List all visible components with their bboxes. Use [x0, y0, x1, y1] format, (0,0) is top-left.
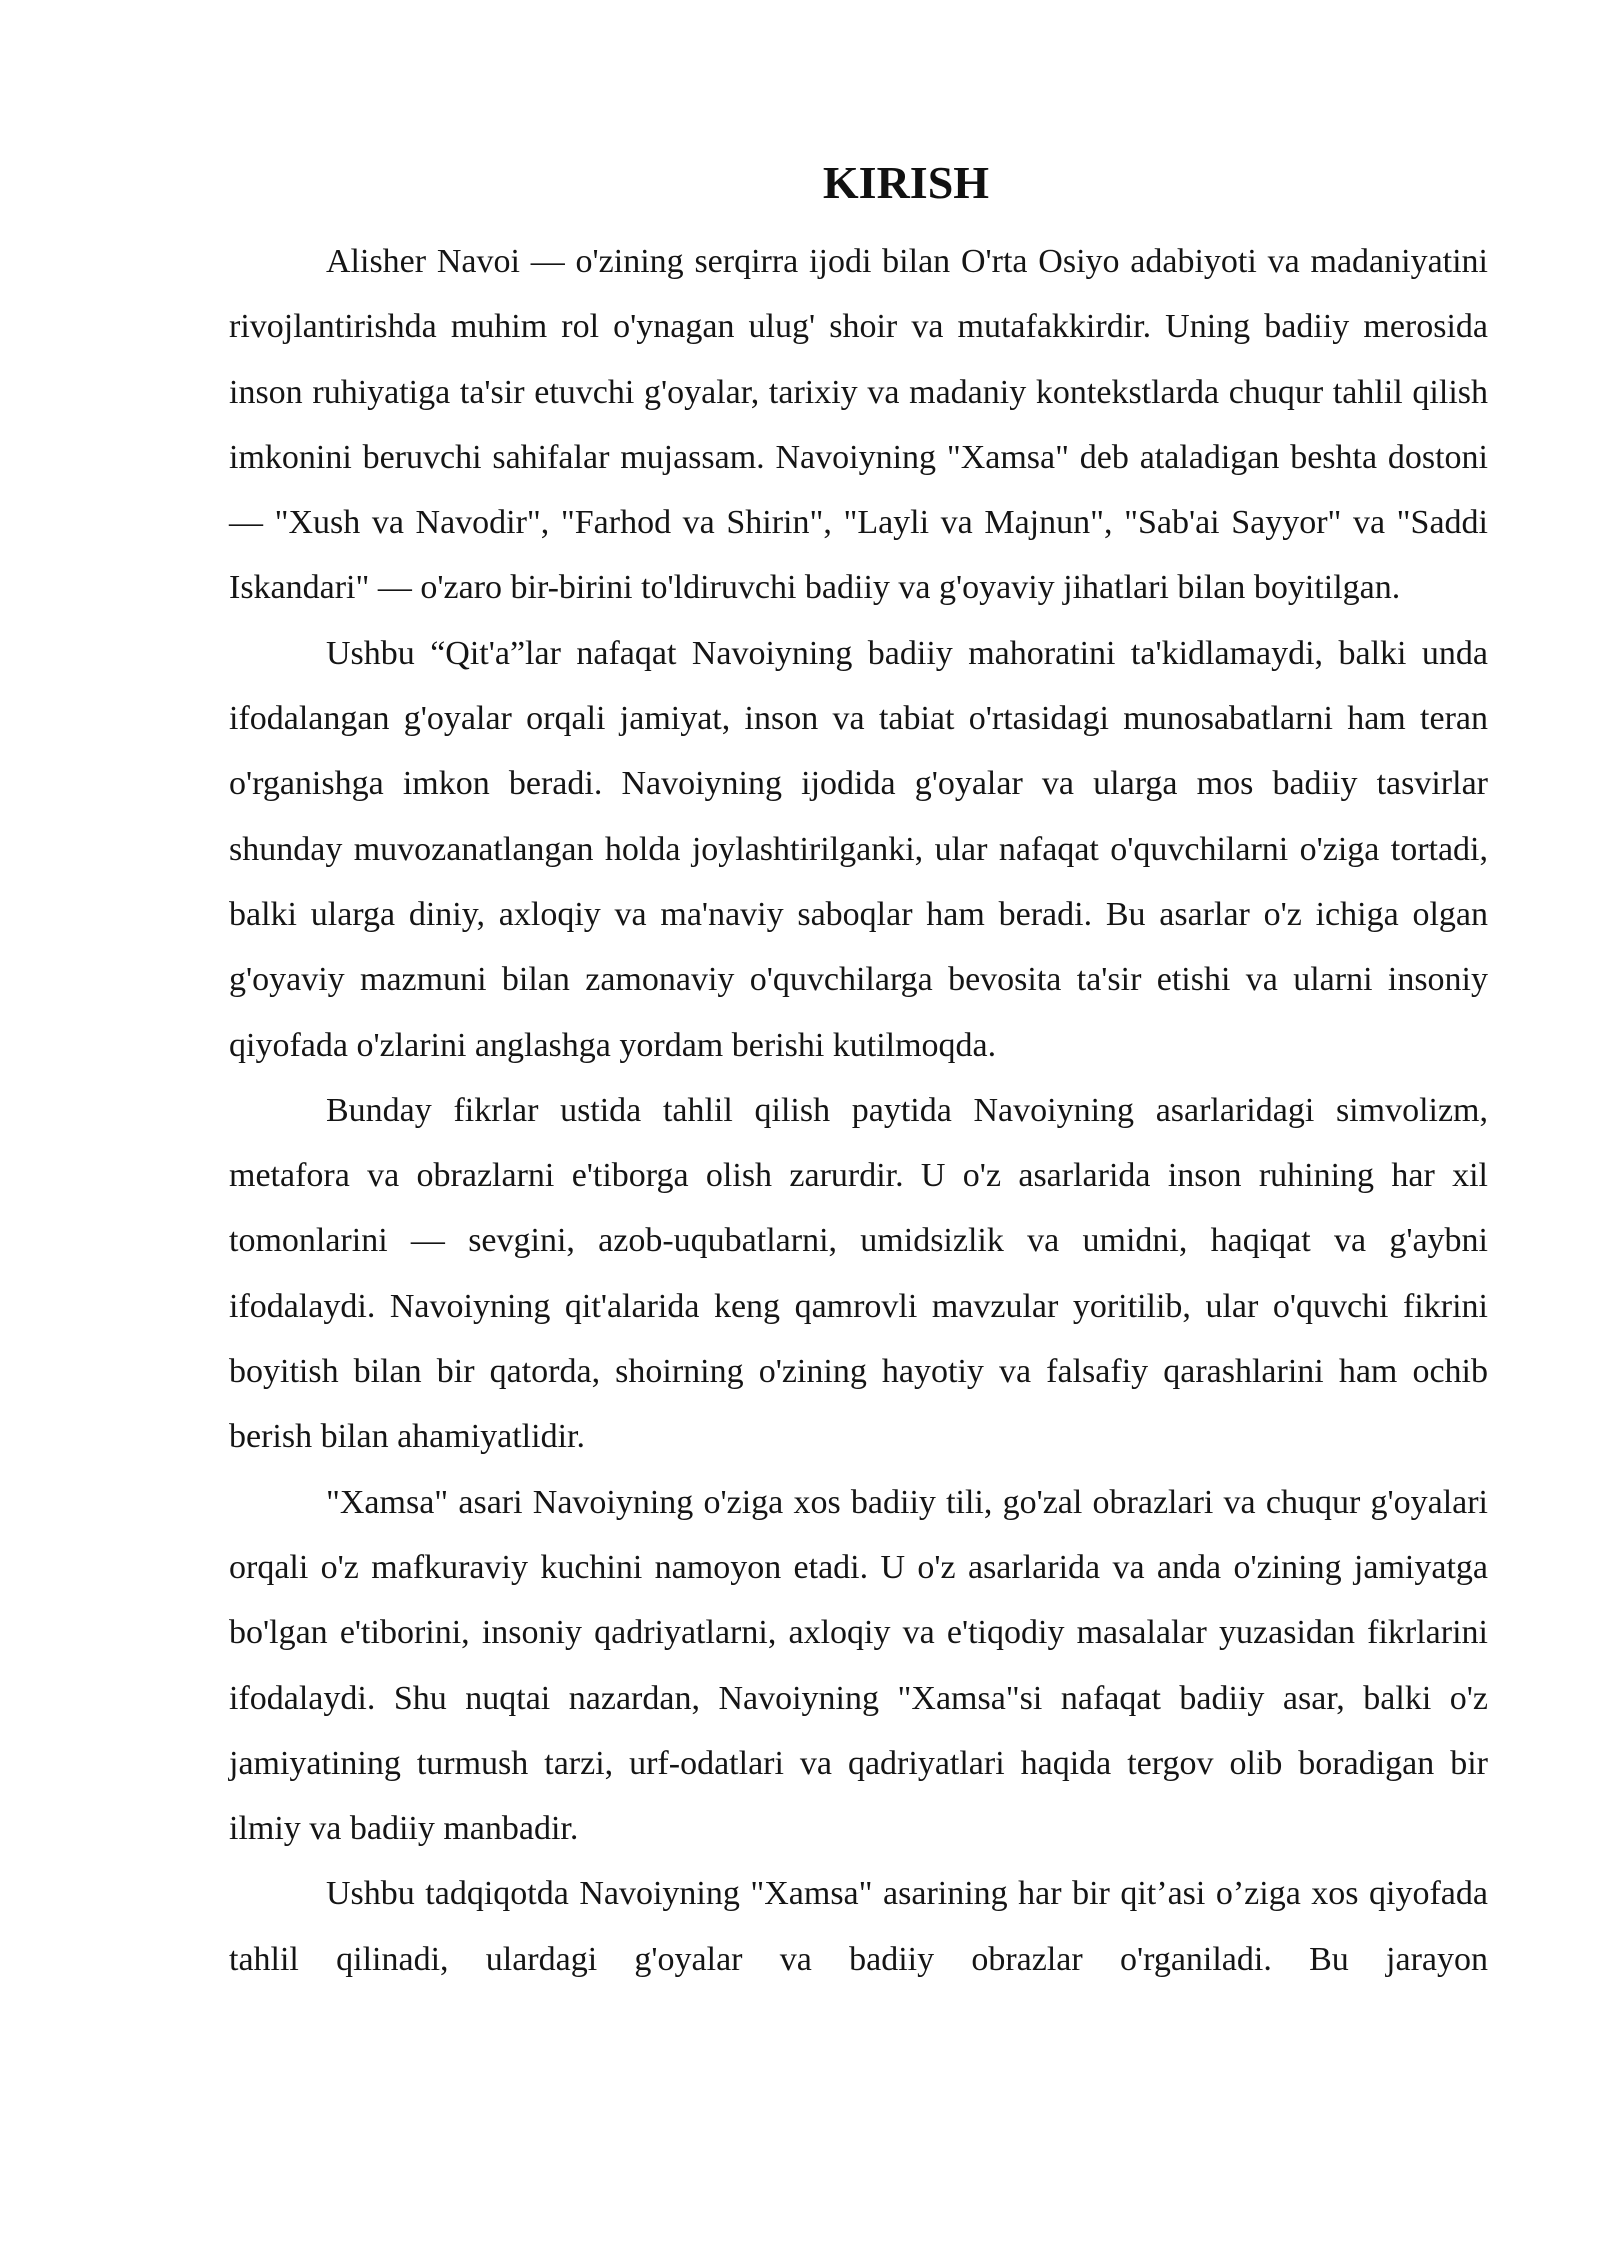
paragraph-5: Ushbu tadqiqotda Navoiyning "Xamsa" asarining har bir qit’asi o’ziga xos qiyofada tahlil qilinadi, ulardagi g'oyalar va badiiy obrazlar o'rganiladi. Bu jarayon	[229, 1875, 1488, 1978]
page-title: KIRISH	[822, 157, 990, 208]
body-text	[229, 229, 1488, 1992]
paragraph-1: Alisher Navoi — o'zining serqirra ijodi bilan O'rta Osiyo adabiyoti va madaniyatini rivojlantirishda muhim rol o'ynagan ulug' shoir va mutafakkirdir. Uning badiiy merosida inson ruhiyatiga ta'sir etuvchi g'oyalar, tarixiy va madaniy kontekstlarda chuqur tahlil qilish imkonini beruvchi sahifalar mujassam. Navoiyning "Xamsa" deb ataladigan beshta dostoni — "Xush va Navodir", "Farhod va Shirin", "Layli va Majnun", "Sab'ai Sayyor" va "Saddi Iskandari" — o'zaro bir-birini to'ldiruvchi badiiy va g'oyaviy jihatlari bilan boyitilgan.	[229, 243, 1488, 607]
paragraph-4: "Xamsa" asari Navoiyning o'ziga xos badiiy tili, go'zal obrazlari va chuqur g'oyalari orqali o'z mafkuraviy kuchini namoyon etadi. U o'z asarlarida va anda o'zining jamiyatga bo'lgan e'tiborini, insoniy qadriyatlarni, axloqiy va e'tiqodiy masalalar yuzasidan fikrlarini ifodalaydi. Shu nuqtai nazardan, Navoiyning "Xamsa"si nafaqat badiiy asar, balki o'z jamiyatining turmush tarzi, urf-odatlari va qadriyatlari haqida tergov olib boradigan bir ilmiy va badiiy manbadir.	[229, 1483, 1488, 1848]
paragraph-3: Bunday fikrlar ustida tahlil qilish paytida Navoiyning asarlaridagi simvolizm, metafora va obrazlarni e'tiborga olish zarurdir. U o'z asarlarida inson ruhining har xil tomonlarini — sevgini, azob-uqubatlarni, umidsizlik va umidni, haqiqat va g'aybni ifodalaydi. Navoiyning qit'alarida keng qamrovli mavzular yoritilib, ular o'quvchi fikrini boyitish bilan bir qatorda, shoirning o'zining hayotiy va falsafiy qarashlarini ham ochib berish bilan ahamiyatlidir.	[229, 1091, 1488, 1456]
paragraph-2: Ushbu “Qit'a”lar nafaqat Navoiyning badiiy mahoratini ta'kidlamaydi, balki unda ifodalangan g'oyalar orqali jamiyat, inson va tabiat o'rtasidagi munosabatlarni ham teran o'rganishga imkon beradi. Navoiyning ijodida g'oyalar va ularga mos badiiy tasvirlar shunday muvozanatlangan holda joylashtirilganki, ular nafaqat o'quvchilarni o'ziga tortadi, balki ularga diniy, axloqiy va ma'naviy saboqlar ham beradi. Bu asarlar o'z ichiga olgan g'oyaviy mazmuni bilan zamonaviy o'quvchilarga bevosita ta'sir etishi va ularni insoniy qiyofada o'zlarini anglashga yordam berishi kutilmoqda.	[229, 634, 1488, 1064]
